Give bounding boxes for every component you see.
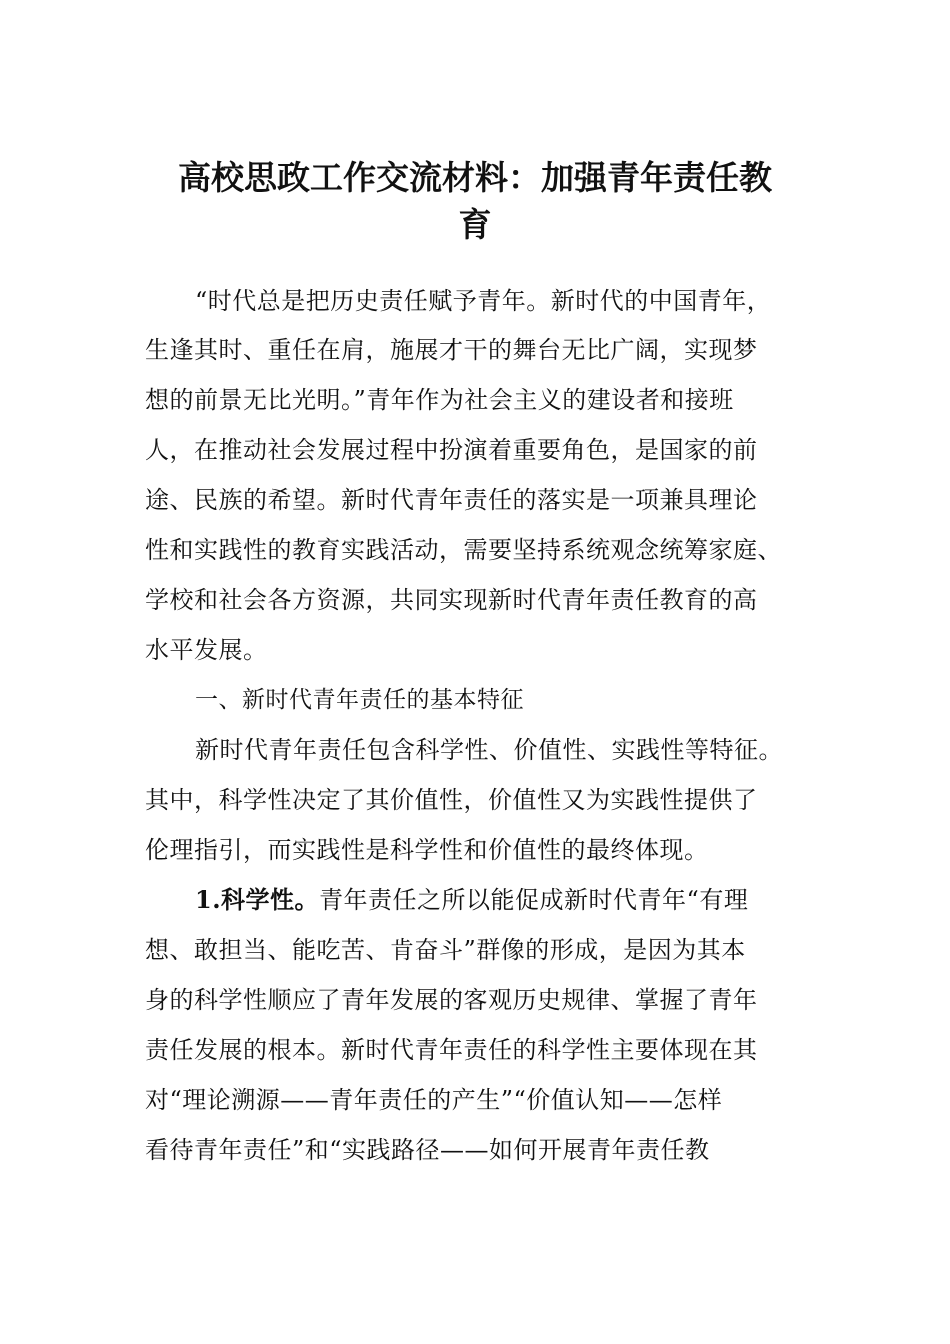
paragraph-3-line: 身的科学性顺应了青年发展的客观历史规律、掌握了青年 (145, 986, 758, 1014)
paragraph-2-line: 新时代青年责任包含科学性、价值性、实践性等特征。 (195, 736, 783, 764)
paragraph-1-line: 人，在推动社会发展过程中扮演着重要角色，是国家的前 (145, 436, 758, 464)
paragraph-1-line: 生逢其时、重任在肩，施展才干的舞台无比广阔，实现梦 (145, 336, 758, 364)
section-heading-1: 一、新时代青年责任的基本特征 (195, 687, 524, 713)
paragraph-3-lead: 1.科学性。 (195, 885, 320, 914)
paragraph-1-line: 水平发展。 (145, 636, 268, 664)
paragraph-2-line: 其中，科学性决定了其价值性，价值性又为实践性提供了 (145, 786, 758, 814)
paragraph-2-line: 伦理指引，而实践性是科学性和价值性的最终体现。 (145, 836, 709, 864)
paragraph-1-line: “时代总是把历史责任赋予青年。新时代的中国青年， (195, 287, 772, 315)
paragraph-3-line: 责任发展的根本。新时代青年责任的科学性主要体现在其 (145, 1036, 758, 1064)
paragraph-1-line: 想的前景无比光明。”青年作为社会主义的建设者和接班 (145, 386, 734, 414)
document-title-line-1: 高校思政工作交流材料：加强青年责任教 (178, 158, 772, 197)
paragraph-3-line: 对“理论溯源——青年责任的产生”“价值认知——怎样 (145, 1086, 723, 1114)
paragraph-3-line: 看待青年责任”和“实践路径——如何开展青年责任教 (145, 1136, 710, 1164)
paragraph-3-first-line (195, 884, 855, 916)
paragraph-1-line: 途、民族的希望。新时代青年责任的落实是一项兼具理论 (145, 486, 758, 514)
paragraph-1-line: 学校和社会各方资源，共同实现新时代青年责任教育的高 (145, 586, 758, 614)
paragraph-3-line-text: 青年责任之所以能促成新时代青年“有理 (319, 886, 749, 914)
paragraph-1-line: 性和实践性的教育实践活动，需要坚持系统观念统筹家庭、 (145, 536, 782, 564)
document-title-line-2: 育 (458, 205, 492, 244)
paragraph-3-line: 想、敢担当、能吃苦、肯奋斗”群像的形成，是因为其本 (145, 936, 746, 964)
